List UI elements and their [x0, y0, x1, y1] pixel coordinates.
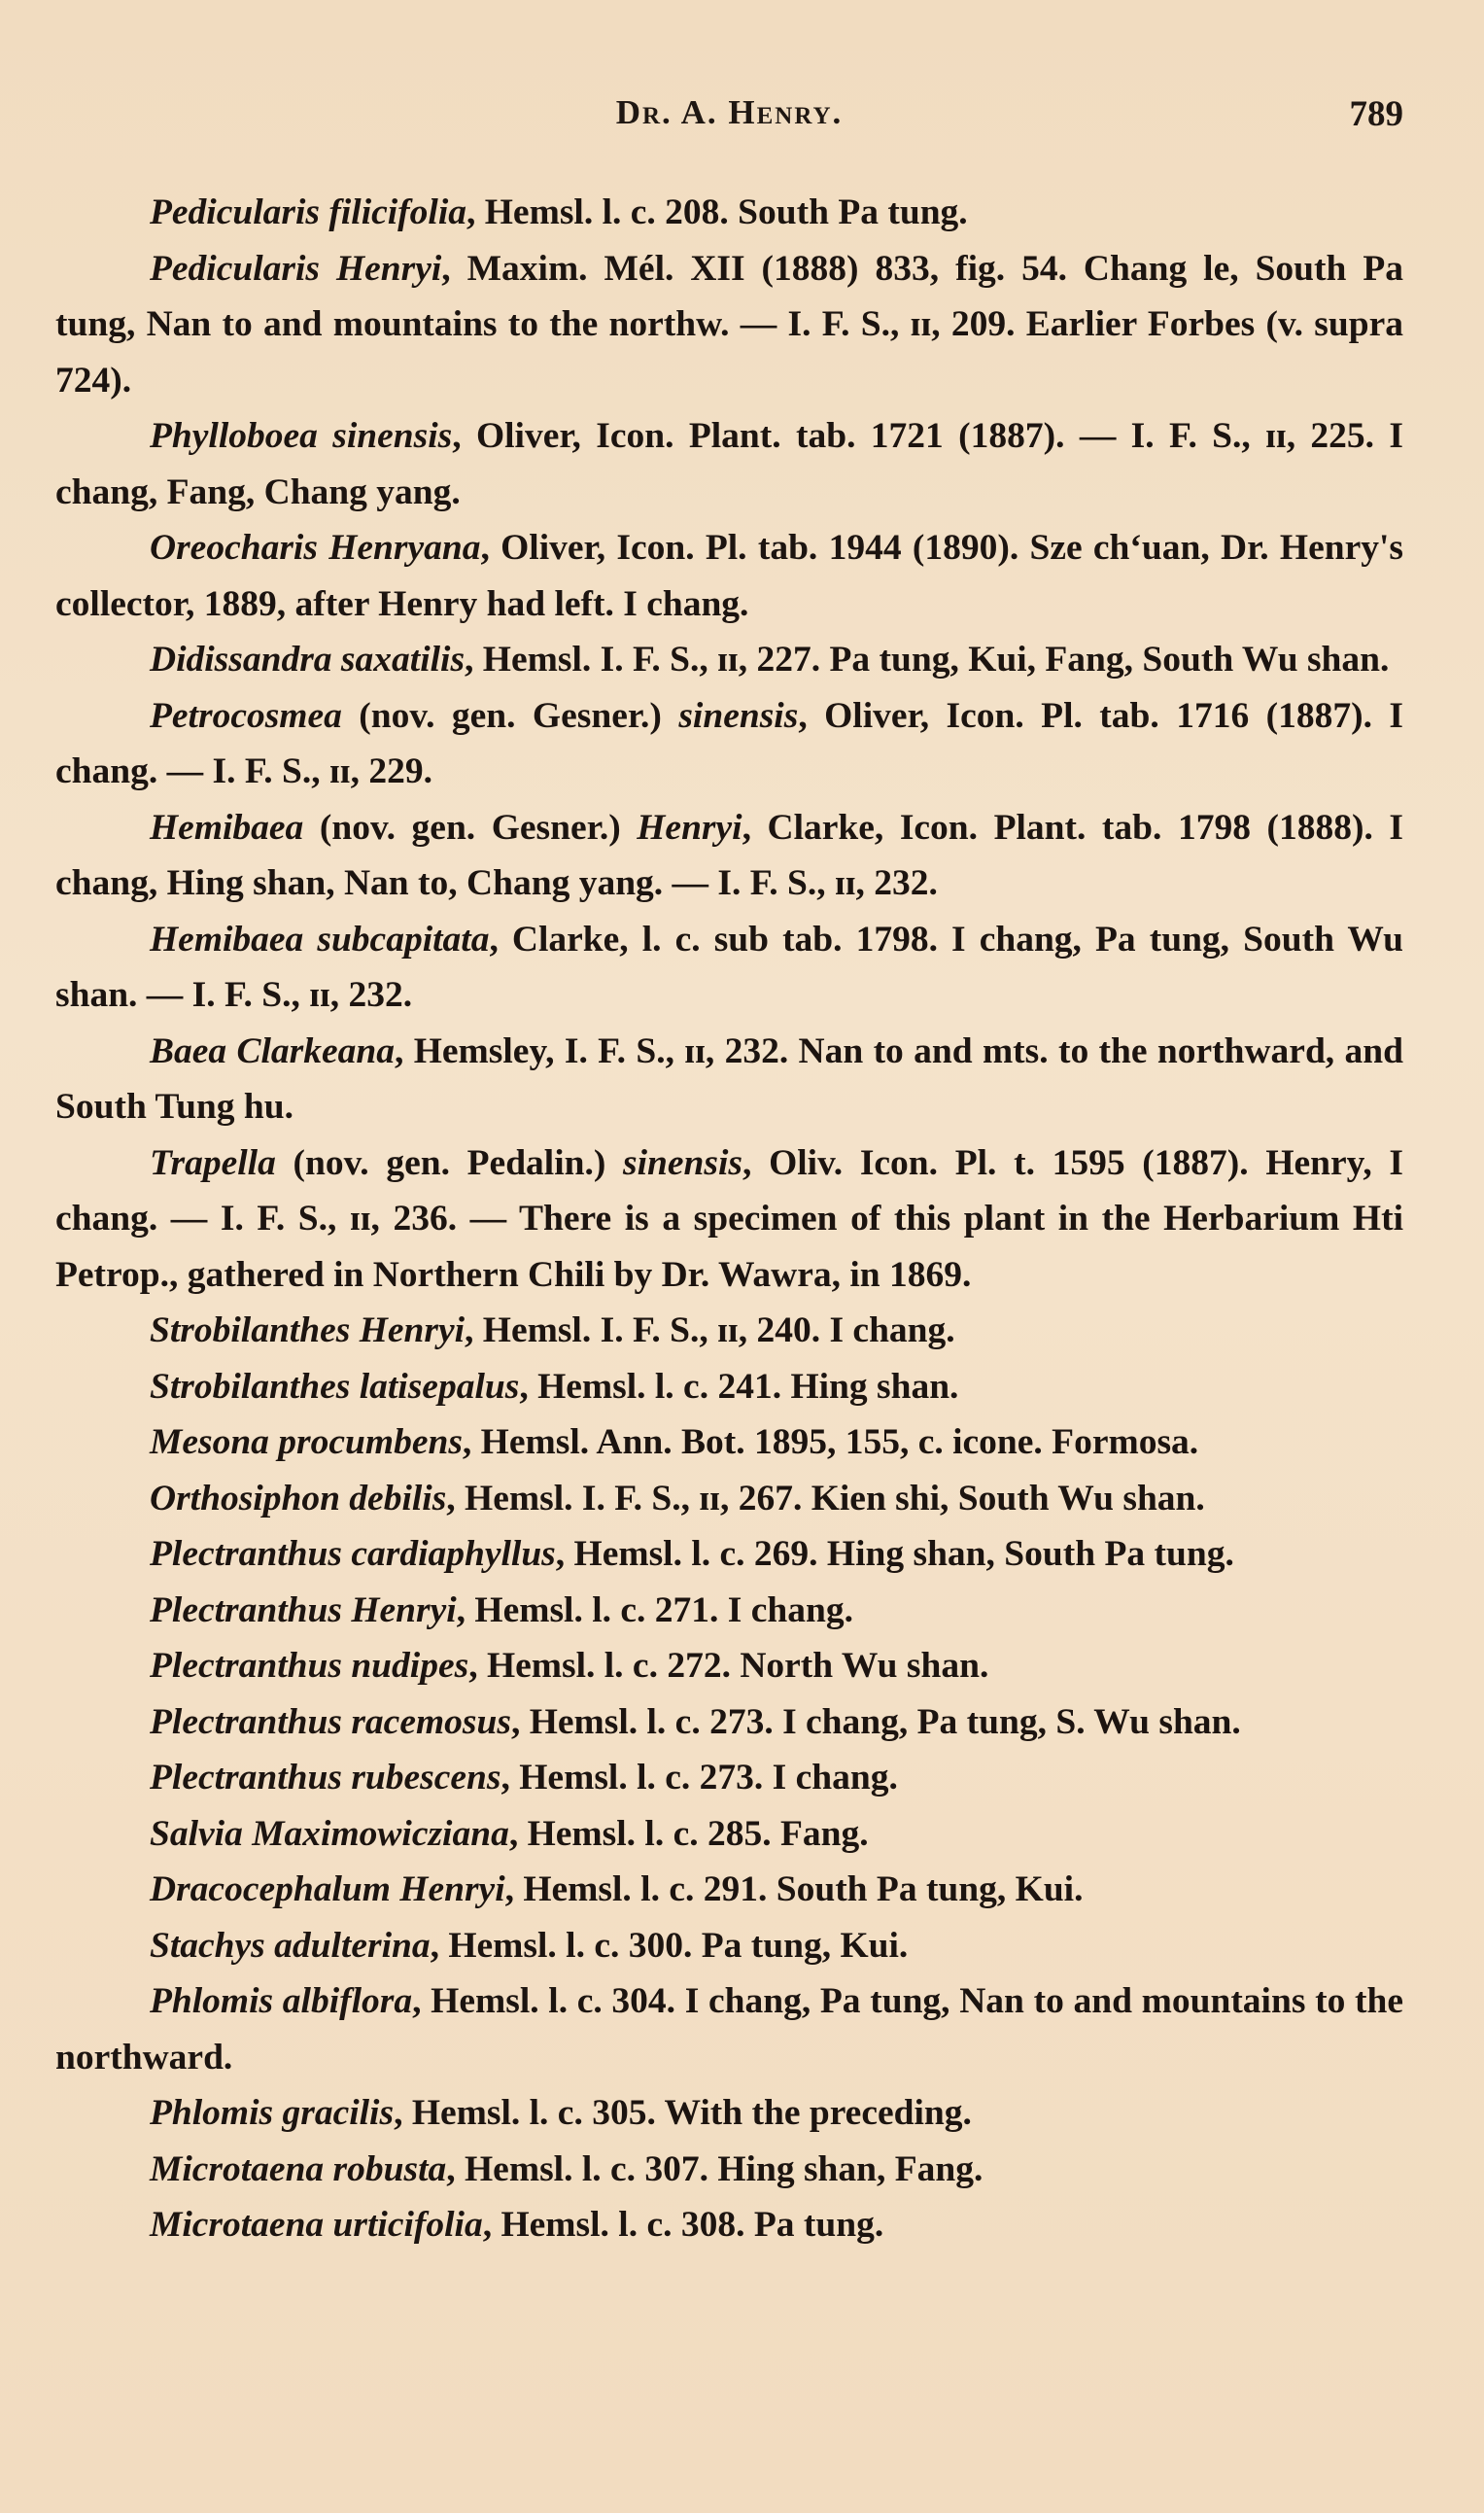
species-entry — [55, 520, 1403, 632]
citation-text: , Hemsl. l. c. 305. With the preceding. — [394, 2093, 972, 2133]
running-head: Dr. A. Henry. — [615, 93, 844, 131]
species-name: Oreocharis Henryana — [150, 528, 481, 568]
citation-text: , Hemsl. l. c. 304. I chang, Pa tung, Nan to and mountains to the northward. — [55, 1981, 1403, 2077]
species-name: Hemibaea subcapitata — [150, 919, 490, 960]
species-entry — [55, 1750, 1403, 1806]
species-epithet: sinensis — [623, 1142, 743, 1183]
species-entry — [55, 1359, 1403, 1415]
species-entry — [55, 1806, 1403, 1863]
species-name: Didissandra saxatilis — [150, 640, 466, 680]
species-name: Phylloboea sinensis — [150, 416, 453, 456]
citation-text: , Hemsl. I. F. S., ɪɪ, 227. Pa tung, Kui, Fang, South Wu shan. — [465, 640, 1390, 680]
citation-text: (nov. gen. Pedalin.) — [275, 1142, 624, 1183]
citation-text: , Oliver, Icon. Plant. tab. 1721 (1887). — I. F. S., ɪɪ, 225. I chang, Fang, Chang yang. — [55, 416, 1403, 512]
species-entry — [55, 800, 1403, 912]
page-number: 789 — [1349, 94, 1403, 134]
page-header — [55, 93, 1403, 142]
species-entry — [55, 1918, 1403, 1974]
species-name: Strobilanthes Henryi — [150, 1310, 466, 1350]
species-entry — [55, 2197, 1403, 2253]
species-name: Salvia Maximowicziana — [150, 1813, 509, 1854]
species-name: Plectranthus racemosus — [150, 1701, 511, 1742]
citation-text: , Clarke, l. c. sub tab. 1798. I chang, Pa tung, South Wu shan. — I. F. S., ɪɪ, 232. — [55, 919, 1403, 1015]
species-name: Plectranthus cardiaphyllus — [150, 1534, 556, 1574]
species-epithet: sinensis — [678, 695, 799, 736]
citation-text: , Hemsl. l. c. 272. North Wu shan. — [468, 1646, 989, 1686]
species-entry — [55, 1694, 1403, 1751]
species-name: Plectranthus nudipes — [150, 1646, 469, 1686]
species-name: Pedicularis Henryi — [150, 248, 442, 289]
species-name: Microtaena urticifolia — [150, 2205, 483, 2245]
species-entry — [55, 408, 1403, 520]
species-name: Phlomis albiflora — [150, 1981, 413, 2021]
citation-text: , Hemsl. l. c. 308. Pa tung. — [482, 2205, 884, 2245]
citation-text: (nov. gen. Gesner.) — [303, 807, 638, 848]
species-entry — [55, 688, 1403, 800]
species-name: Hemibaea — [150, 807, 304, 848]
species-entry — [55, 1862, 1403, 1918]
species-name: Stachys adulterina — [150, 1925, 431, 1966]
species-entry — [55, 1471, 1403, 1527]
citation-text: , Oliv. Icon. Pl. t. 1595 (1887). Henry, I chang. — I. F. S., ɪɪ, 236. — There is a specimen of this plant in the Herbarium Hti Petrop., gathered in Northern Chili by Dr. Wawra, in 1869. — [55, 1142, 1403, 1295]
citation-text: , Hemsl. I. F. S., ɪɪ, 267. Kien shi, South Wu shan. — [446, 1478, 1205, 1518]
species-entry — [55, 1024, 1403, 1135]
citation-text: , Hemsl. l. c. 285. Fang. — [508, 1813, 869, 1854]
species-entry — [55, 1303, 1403, 1359]
species-name: Plectranthus rubescens — [150, 1758, 501, 1797]
species-entry — [55, 185, 1403, 241]
citation-text: (nov. gen. Gesner.) — [341, 695, 679, 736]
species-entry — [55, 2142, 1403, 2198]
species-entry — [55, 2085, 1403, 2142]
citation-text: , Hemsl. l. c. 291. South Pa tung, Kui. — [504, 1869, 1084, 1909]
citation-text: , Hemsl. l. c. 208. South Pa tung. — [466, 192, 968, 232]
citation-text: , Hemsl. l. c. 273. I chang. — [500, 1758, 898, 1797]
citation-text: , Hemsl. l. c. 273. I chang, Pa tung, S. Wu shan. — [510, 1701, 1241, 1742]
species-name: Orthosiphon debilis — [150, 1478, 447, 1518]
species-name: Baea Clarkeana — [150, 1030, 396, 1071]
species-name: Mesona procumbens — [150, 1422, 463, 1462]
species-entry — [55, 241, 1403, 409]
citation-text: , Maxim. Mél. XII (1888) 833, fig. 54. Chang le, South Pa tung, Nan to and mountains to the northw. — I. F. S., ɪɪ, 209. Earlier Forbes (v. supra 724). — [55, 248, 1403, 401]
citation-text: , Oliver, Icon. Pl. tab. 1716 (1887). I chang. — I. F. S., ɪɪ, 229. — [55, 695, 1404, 791]
species-entry — [55, 1135, 1403, 1304]
citation-text: , Oliver, Icon. Pl. tab. 1944 (1890). Sze ch‘uan, Dr. Henry's collector, 1889, after Henry had left. I chang. — [55, 528, 1404, 624]
citation-text: , Hemsl. l. c. 300. Pa tung, Kui. — [430, 1925, 909, 1966]
citation-text: , Hemsl. l. c. 271. I chang. — [456, 1589, 853, 1630]
citation-text: , Clarke, Icon. Plant. tab. 1798 (1888). I chang, Hing shan, Nan to, Chang yang. — I. F. S., ɪɪ, 232. — [55, 807, 1403, 903]
citation-text: , Hemsl. l. c. 269. Hing shan, South Pa tung. — [555, 1534, 1234, 1574]
citation-text: , Hemsl. Ann. Bot. 1895, 155, c. icone. Formosa. — [462, 1422, 1199, 1462]
species-entry — [55, 1973, 1403, 2085]
species-name: Petrocosmea — [150, 695, 342, 736]
citation-text: , Hemsl. l. c. 241. Hing shan. — [519, 1366, 959, 1407]
species-entry — [55, 912, 1403, 1024]
species-name: Plectranthus Henryi — [150, 1589, 457, 1630]
species-name: Pedicularis filicifolia — [150, 192, 467, 232]
citation-text: , Hemsley, I. F. S., ɪɪ, 232. Nan to and mts. to the northward, and South Tung hu. — [55, 1030, 1403, 1127]
citation-text: , Hemsl. l. c. 307. Hing shan, Fang. — [446, 2148, 984, 2189]
species-name: Dracocephalum Henryi — [150, 1869, 505, 1909]
species-epithet: Henryi — [637, 807, 742, 848]
species-name: Phlomis gracilis — [150, 2093, 395, 2133]
species-name: Microtaena robusta — [150, 2148, 447, 2189]
species-entry — [55, 1583, 1403, 1639]
species-name: Strobilanthes latisepalus — [150, 1366, 520, 1407]
citation-text: , Hemsl. I. F. S., ɪɪ, 240. I chang. — [465, 1310, 955, 1350]
species-entry — [55, 1638, 1403, 1694]
species-entry — [55, 632, 1403, 688]
species-entry — [55, 1414, 1403, 1471]
species-name: Trapella — [150, 1142, 276, 1183]
species-entry — [55, 1526, 1403, 1583]
species-list — [55, 185, 1403, 2253]
